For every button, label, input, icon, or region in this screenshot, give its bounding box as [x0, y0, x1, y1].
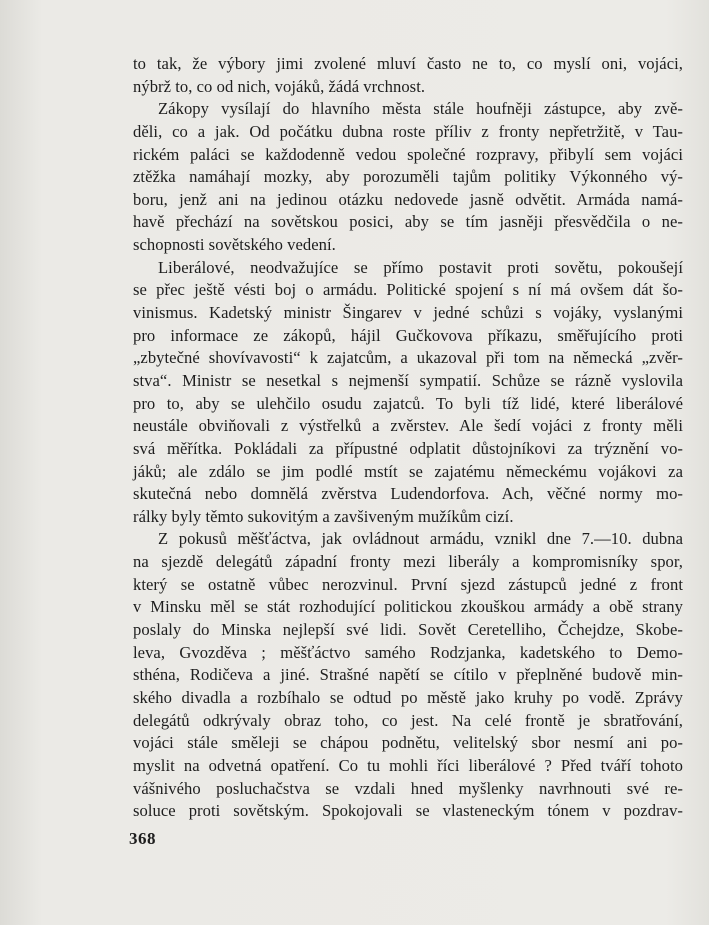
text-line: boru, jenž ani na jedinou otázku nedovede jasně odvětit. Armáda namá-: [133, 189, 683, 209]
text-line: „zbytečné shovívavosti“ k zajatcům, a ukazoval při tom na německá „zvěr-: [133, 348, 683, 368]
text-line: skutečná nebo domnělá zvěrstva Ludendorfova. Ach, věčné normy mo-: [133, 484, 683, 504]
text-line: schopnosti sovětského vedení.: [133, 235, 336, 255]
text-line: v Minsku měl se stát rozhodující politickou zkouškou armády a obě strany: [133, 597, 683, 617]
text-line: jáků; ale zdálo se jim podlé mstít se zajatému německému vojákovi za: [133, 461, 683, 481]
text-line: ského divadla a rozbíhalo se odtud po městě jako kruhy po vodě. Zprávy: [133, 687, 683, 707]
text-line: vinismus. Kadetský ministr Šingarev v jedné schůzi s vojáky, vyslanými: [133, 303, 683, 323]
text-line: ztěžka namáhají mozky, aby porozuměli tajům politiky Výkonného vý-: [133, 167, 683, 187]
text-line: který se ostatně vůbec nerozvinul. První sjezd zástupců jedné z front: [133, 574, 683, 594]
text-line: poslaly do Minska nejlepší své lidi. Sovět Ceretelliho, Čchejdze, Skobe-: [133, 620, 683, 640]
text-line: svá měřítka. Pokládali za přípustné odplatit důstojníkovi za trýznění vo-: [133, 438, 683, 458]
text-line: děli, co a jak. Od počátku dubna roste příliv z fronty nepřetržitě, v Tau-: [133, 121, 683, 141]
text-line: havě přechází na sovětskou posici, aby se tím jasněji přesvědčila o ne-: [133, 212, 683, 232]
text-line: pro to, aby se ulehčilo osudu zajatců. To byli tíž lidé, které liberálové: [133, 393, 683, 413]
text-line: nýbrž to, co od nich, vojáků, žádá vrchnost.: [133, 76, 426, 96]
text-line: myslit na odvetná opatření. Co tu mohli říci liberálové ? Před tváří tohoto: [133, 755, 683, 775]
text-line: sthéna, Rodičeva a jiné. Strašné napětí se cítilo v přeplněné budově min-: [133, 665, 683, 685]
text-line: Liberálové, neodvažujíce se přímo postavit proti sovětu, pokoušejí: [158, 257, 683, 277]
text-line: se přec ještě vésti boj o armádu. Politické spojení s ní má ovšem dát šo-: [133, 280, 683, 300]
text-line: rálky byly těmto sukovitým a zavšiveným mužíkům cizí.: [133, 506, 514, 526]
text-line: soluce proti sovětským. Spokojovali se vlasteneckým tónem v pozdrav-: [133, 801, 683, 821]
text-line: rickém paláci se každodenně vedou společné rozpravy, přibylí sem vojáci: [133, 144, 683, 164]
text-line: to tak, že výbory jimi zvolené mluví často ne to, co myslí oni, vojáci,: [133, 54, 683, 73]
text-line: na sjezdě delegátů západní fronty mezi liberály a kompromisníky spor,: [133, 552, 683, 572]
text-line: Zákopy vysílají do hlavního města stále houfněji zástupce, aby zvě-: [158, 99, 683, 119]
body-text: [133, 53, 683, 823]
text-line: neustále obviňovali z výstřelků a zvěrstev. Ale šedí vojáci z fronty měli: [133, 416, 683, 436]
text-line: vojáci stále směleji se chápou podnětu, velitelský sbor nesmí ani po-: [133, 733, 683, 753]
text-line: Z pokusů měšťáctva, jak ovládnout armádu, vznikl dne 7.—10. dubna: [158, 529, 683, 549]
text-line: leva, Gvozděva ; měšťáctvo samého Rodzjanka, kadetského to Demo-: [133, 642, 683, 662]
text-line: vášnivého posluchačstva se vzdali hned myšlenky navrhnouti své re-: [133, 778, 683, 798]
text-line: delegátů odkrývaly obraz toho, co jest. Na celé frontě je sbratřování,: [133, 710, 683, 730]
page-number: 368: [129, 829, 156, 848]
text-line: stva“. Ministr se nesetkal s nejmenší sympatií. Schůze se rázně vyslovila: [133, 370, 683, 390]
text-line: pro informace ze zákopů, hájil Gučkovova příkazu, směřujícího proti: [133, 325, 683, 345]
